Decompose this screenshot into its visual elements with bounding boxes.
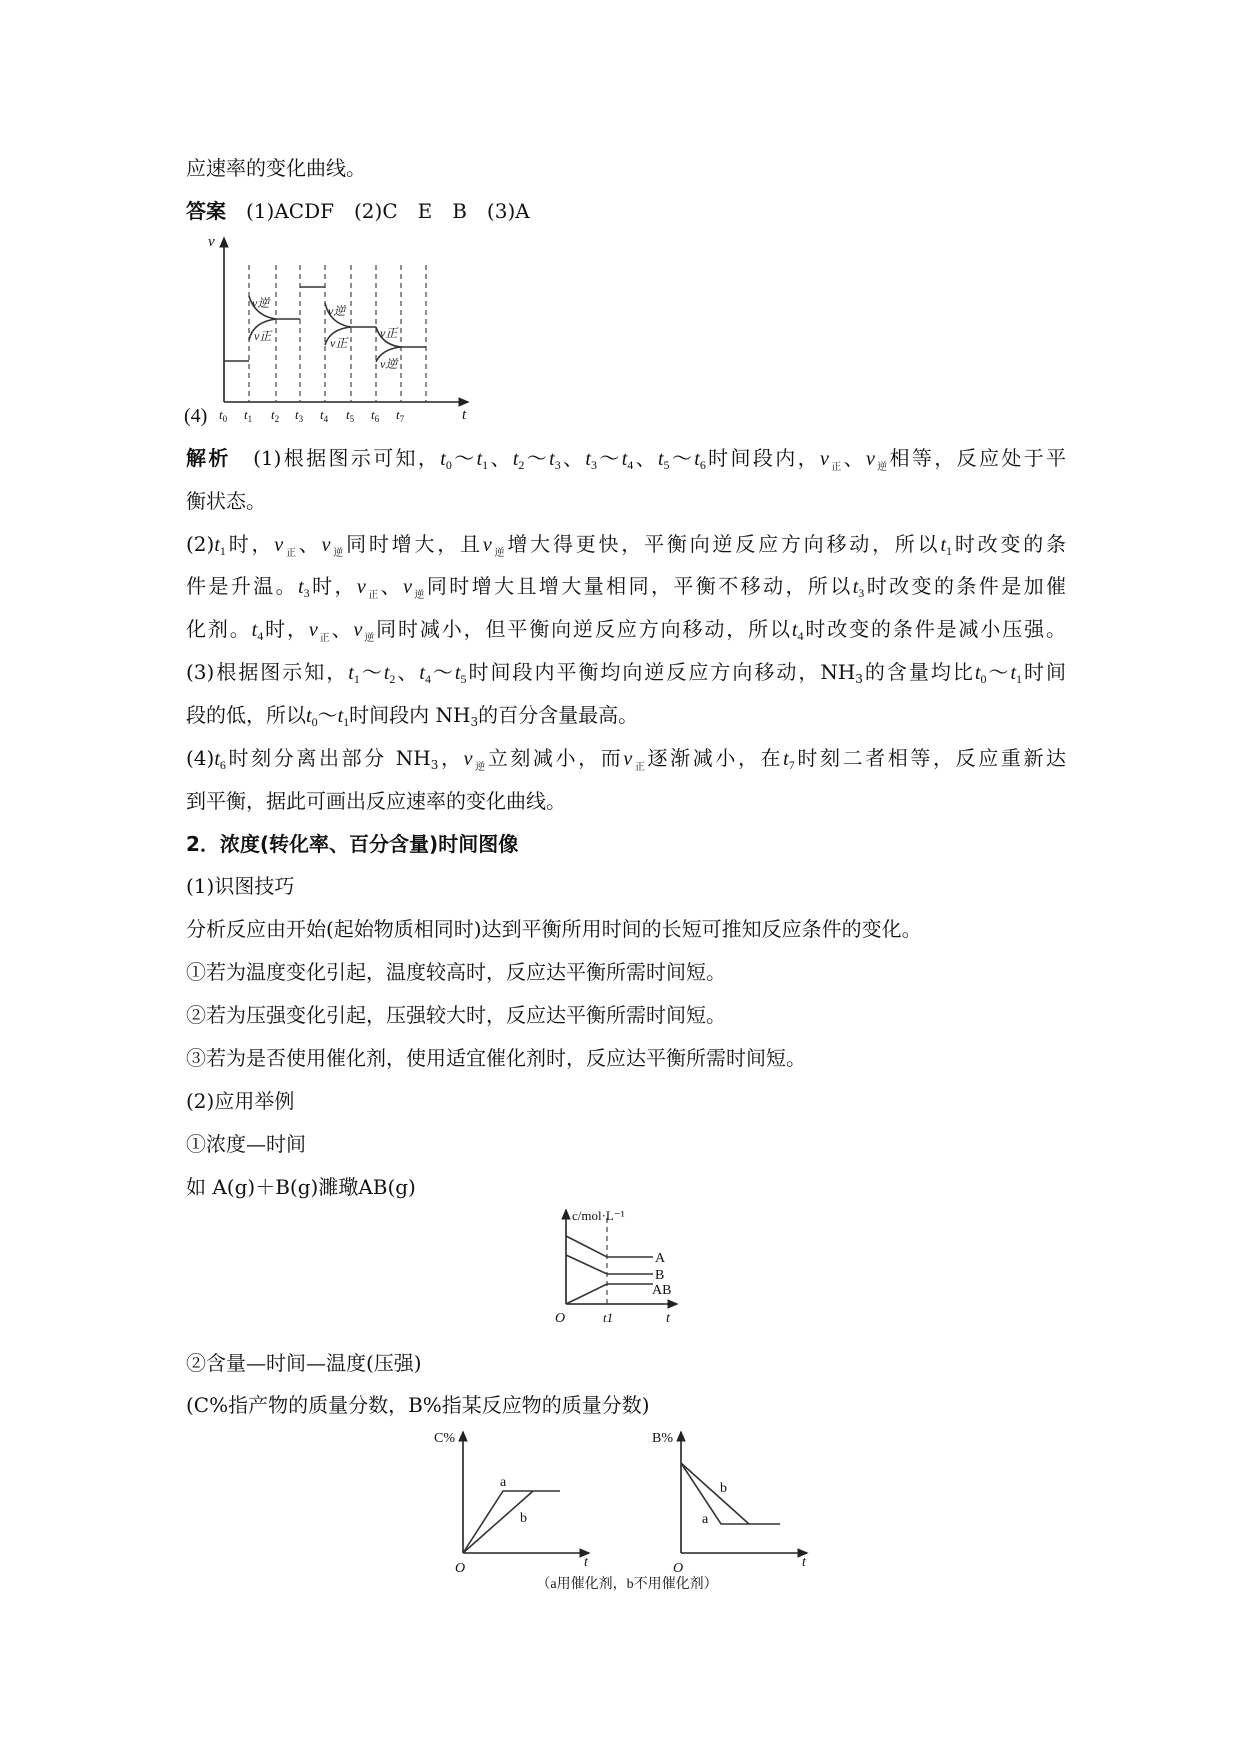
text-line-p-cont <box>186 155 366 181</box>
subscript: 正 <box>283 548 299 559</box>
text: 如 A(g)＋B(g)濉璥AB(g) <box>186 1175 416 1199</box>
rate-symbol: $v_逆$ <box>463 748 488 773</box>
subscript: 正 <box>317 633 332 644</box>
text: 增大得更快，平衡向逆反应方向移动，所以 <box>507 532 941 556</box>
time-symbol: $t_1$ <box>940 534 953 558</box>
subscript: 逆 <box>362 633 377 644</box>
text-line-analysis-4a <box>186 745 1066 781</box>
tick-label: $t_1$ <box>244 407 253 424</box>
curve-label: v正 <box>254 329 272 343</box>
text: 、 <box>380 574 404 598</box>
text-line-sub-1 <box>186 873 294 899</box>
curve-label: v逆 <box>252 296 270 310</box>
y-axis-label: c/mol·L⁻¹ <box>572 1208 625 1223</box>
text: 、 <box>633 446 658 470</box>
concentration-time-figure <box>545 1205 705 1330</box>
curve-label: v正 <box>330 336 348 350</box>
time-symbol: $t_0$ <box>306 705 318 729</box>
rate-symbol: $v_逆$ <box>865 448 890 473</box>
rate-time-figure <box>170 225 480 430</box>
subscript: 1 <box>353 672 360 686</box>
subscript: 逆 <box>330 548 347 559</box>
text: ①若为温度变化引起，温度较高时，反应达平衡所需时间短。 <box>186 960 726 984</box>
x-axis-label: t <box>462 407 467 423</box>
text: 的百分含量最高。 <box>478 703 639 727</box>
subscript: 正 <box>365 590 381 601</box>
time-symbol: $t_2$ <box>512 448 525 472</box>
figure-caption: （a用催化剂，b不用催化剂） <box>536 1577 718 1592</box>
time-symbol: $t_1$ <box>337 705 350 729</box>
curve-label: a <box>702 1512 709 1527</box>
series-label: AB <box>652 1283 672 1298</box>
right-curve-a <box>681 1463 780 1524</box>
subscript: 逆 <box>491 548 508 559</box>
text-line-ex-1-eq <box>186 1174 416 1200</box>
text: 时， <box>263 617 309 641</box>
text-line-analysis-1b <box>186 488 266 514</box>
subscript: 3 <box>590 458 597 472</box>
text: ， <box>438 746 464 770</box>
text: 时间段内， <box>705 446 820 470</box>
time-symbol: $t_5$ <box>454 662 467 686</box>
bold-label: 答案 <box>186 199 226 223</box>
subscript: 1 <box>343 715 350 729</box>
rate-symbol: $v_逆$ <box>321 534 347 559</box>
text-line-analysis-3b <box>186 702 638 735</box>
text: ～ <box>669 446 695 470</box>
subscript: 3 <box>855 672 863 686</box>
time-symbol: $t_7$ <box>783 748 795 772</box>
tick-label: $t_6$ <box>371 407 380 424</box>
rate-symbol: $v_正$ <box>623 748 648 773</box>
time-symbol: $t_1$ <box>1010 662 1022 686</box>
text: 化剂。 <box>186 617 252 641</box>
text: ③若为是否使用催化剂，使用适宜催化剂时，反应达平衡所需时间短。 <box>186 1046 806 1070</box>
text: 时改变的条 <box>952 532 1067 556</box>
origin-label: O <box>555 1311 566 1326</box>
text: 应速率的变化曲线。 <box>186 156 366 180</box>
origin-label: O <box>673 1561 684 1576</box>
time-symbol: $t_2$ <box>383 662 396 686</box>
bold-label: 解析 <box>186 446 231 470</box>
subscript: 1 <box>482 458 489 472</box>
series-label: A <box>655 1251 666 1266</box>
text: 、 <box>488 446 513 470</box>
text: (1)ACDF (2)C E B (3)A <box>226 199 530 223</box>
text-line-tip-1 <box>186 959 726 985</box>
curve-label: b <box>720 1481 727 1496</box>
tick-label: $t_0$ <box>219 407 228 424</box>
time-dashes <box>249 265 426 402</box>
text: ～ <box>451 446 477 470</box>
text: 时间段内平衡均向逆反应方向移动，NH <box>466 660 856 684</box>
text: 相等，反应处于平 <box>889 446 1067 470</box>
text: (C%指产物的质量分数，B%指某反应物的质量分数) <box>186 1393 650 1417</box>
rate-symbol: $v_逆$ <box>353 619 377 644</box>
time-symbol: $t_6$ <box>694 448 706 472</box>
text: 时， <box>225 532 275 556</box>
text: 同时增大且增大量相同，平衡不移动，所以 <box>426 574 853 598</box>
text-line-analysis-1 <box>186 445 1066 481</box>
text: 时间段内 NH <box>349 703 471 727</box>
time-symbol: $t_0$ <box>974 662 987 686</box>
text: 段的低，所以 <box>186 703 306 727</box>
subscript: 正 <box>828 462 844 473</box>
text: 的含量均比 <box>862 660 975 684</box>
subscript: 3 <box>303 586 310 600</box>
time-symbol: $t_3$ <box>549 448 561 472</box>
text-line-analysis-2c <box>186 616 1066 652</box>
time-symbol: $t_6$ <box>214 748 226 772</box>
bold-label: 2．浓度(转化率、百分含量)时间图像 <box>186 832 519 856</box>
subscript: 0 <box>445 458 452 472</box>
subscript: 正 <box>632 762 648 773</box>
subscript: 0 <box>980 672 987 686</box>
subscript: 逆 <box>874 462 890 473</box>
text: (1)识图技巧 <box>186 874 295 898</box>
y-axis-label: v <box>208 234 215 250</box>
text: 立刻减小，而 <box>487 746 624 770</box>
time-symbol: $t_1$ <box>214 534 226 558</box>
text: (1)根据图示可知， <box>230 446 441 470</box>
text-line-ex-2 <box>186 1350 422 1376</box>
curve-label: a <box>500 1475 507 1490</box>
subscript: 1 <box>219 544 226 558</box>
text: 时， <box>309 574 357 598</box>
text: 、 <box>298 532 322 556</box>
subscript: 0 <box>311 715 318 729</box>
rate-symbol: $v_正$ <box>274 534 299 559</box>
x-axis-label: t <box>584 1555 588 1570</box>
rate-symbol: $v_正$ <box>356 576 381 601</box>
series-B <box>566 1255 653 1274</box>
time-symbol: $t_4$ <box>419 662 431 686</box>
text: 逐渐减小，在 <box>647 746 784 770</box>
text: 时刻二者相等，反应重新达 <box>794 746 1067 770</box>
text-line-analysis-2b <box>186 573 1066 609</box>
text: ①浓度—时间 <box>186 1132 306 1156</box>
time-symbol: $t_3$ <box>852 576 865 600</box>
curve-label: v逆 <box>380 357 398 371</box>
time-symbol: $t_3$ <box>585 448 597 472</box>
text-line-analysis-3a <box>186 659 1066 692</box>
text-line-analysis-2a <box>186 531 1066 567</box>
curve-label: v逆 <box>328 304 346 318</box>
text-line-sub-2 <box>186 1088 294 1114</box>
time-symbol: $t_0$ <box>440 448 452 472</box>
time-symbol: $t_3$ <box>298 576 310 600</box>
text: ～ <box>359 660 384 684</box>
rate-symbol: $v_正$ <box>308 619 332 644</box>
text: ～ <box>317 703 338 727</box>
subscript: 4 <box>257 629 264 643</box>
rate-symbol: $v_逆$ <box>403 576 427 601</box>
text: (4) <box>186 746 215 770</box>
subscript: 7 <box>788 758 795 772</box>
subscript: 逆 <box>411 590 427 601</box>
text: 同时减小，但平衡向逆反应方向移动，所以 <box>376 617 792 641</box>
origin-label: O <box>455 1561 466 1576</box>
time-symbol: $t_1$ <box>476 448 489 472</box>
subscript: 5 <box>663 458 670 472</box>
text: (3)根据图示知， <box>186 660 349 684</box>
text-line-ex-2-note <box>186 1392 650 1418</box>
series-label: B <box>655 1268 665 1283</box>
text-line-tip-intro <box>186 916 922 942</box>
text-line-ex-1 <box>186 1131 306 1157</box>
rate-symbol: $v_正$ <box>819 448 844 473</box>
text-line-section-2 <box>186 831 518 857</box>
tick-label: $t_3$ <box>295 407 304 424</box>
time-symbol: $t_1$ <box>348 662 360 686</box>
subscript: 3 <box>470 715 479 729</box>
text: 时改变的条件是减小压强。 <box>803 617 1067 641</box>
text: (2) <box>186 532 215 556</box>
subscript: 3 <box>858 586 865 600</box>
series-A <box>566 1236 653 1257</box>
text: 、 <box>843 446 866 470</box>
tick-label: $t_4$ <box>320 407 329 424</box>
text-line-tip-2 <box>186 1002 726 1028</box>
subscript: 3 <box>430 758 439 772</box>
tick-label: $t_5$ <box>346 407 355 424</box>
subscript: 4 <box>627 458 634 472</box>
text: 、 <box>395 660 420 684</box>
text-line-tip-3 <box>186 1045 806 1071</box>
part-label: (4) <box>184 405 208 427</box>
text: 、 <box>560 446 586 470</box>
time-symbol: $t_4$ <box>621 448 634 472</box>
left-curve-a <box>463 1491 560 1553</box>
x-axis-label: t <box>802 1555 806 1570</box>
time-symbol: $t_5$ <box>657 448 670 472</box>
text: 件是升温。 <box>186 574 299 598</box>
tick-label: t1 <box>603 1310 614 1325</box>
text: 时间 <box>1022 660 1066 684</box>
text: ②若为压强变化引起，压强较大时，反应达平衡所需时间短。 <box>186 1003 726 1027</box>
x-axis-label: t <box>666 1311 670 1326</box>
curve-label: v正 <box>380 326 398 340</box>
text: 衡状态。 <box>186 489 266 513</box>
series-AB <box>566 1284 653 1304</box>
subscript: 5 <box>460 672 467 686</box>
text: ～ <box>986 660 1011 684</box>
rate-symbol: $v_逆$ <box>482 534 508 559</box>
text: 分析反应由开始(起始物质相同时)达到平衡所用时间的长短可推知反应条件的变化。 <box>186 917 922 941</box>
text: 同时增大，且 <box>346 532 483 556</box>
tick-label: $t_2$ <box>271 407 280 424</box>
content-time-figures <box>420 1425 820 1600</box>
subscript: 6 <box>219 758 226 772</box>
subscript: 6 <box>699 458 706 472</box>
subscript: 逆 <box>472 762 488 773</box>
text: ～ <box>596 446 622 470</box>
subscript: 1 <box>1016 672 1022 686</box>
left-y-axis-label: C% <box>434 1431 455 1446</box>
text-line-answer <box>186 198 530 224</box>
text: 、 <box>331 617 354 641</box>
time-symbol: $t_4$ <box>251 619 264 643</box>
subscript: 4 <box>424 672 431 686</box>
text: 到平衡，据此可画出反应速率的变化曲线。 <box>186 789 566 813</box>
text: 时改变的条件是加催 <box>864 574 1067 598</box>
curve-label: b <box>520 1511 527 1526</box>
tick-label: $t_7$ <box>396 407 405 424</box>
text: ～ <box>524 446 550 470</box>
time-symbol: $t_4$ <box>791 619 804 643</box>
text: 时刻分离出部分 NH <box>225 746 431 770</box>
subscript: 3 <box>554 458 561 472</box>
subscript: 4 <box>797 629 804 643</box>
text: ②含量—时间—温度(压强) <box>186 1351 422 1375</box>
text: ～ <box>430 660 455 684</box>
subscript: 1 <box>946 544 953 558</box>
text: (2)应用举例 <box>186 1089 295 1113</box>
text-line-analysis-4b <box>186 788 566 814</box>
right-y-axis-label: B% <box>652 1431 673 1446</box>
subscript: 2 <box>389 672 396 686</box>
subscript: 2 <box>518 458 525 472</box>
